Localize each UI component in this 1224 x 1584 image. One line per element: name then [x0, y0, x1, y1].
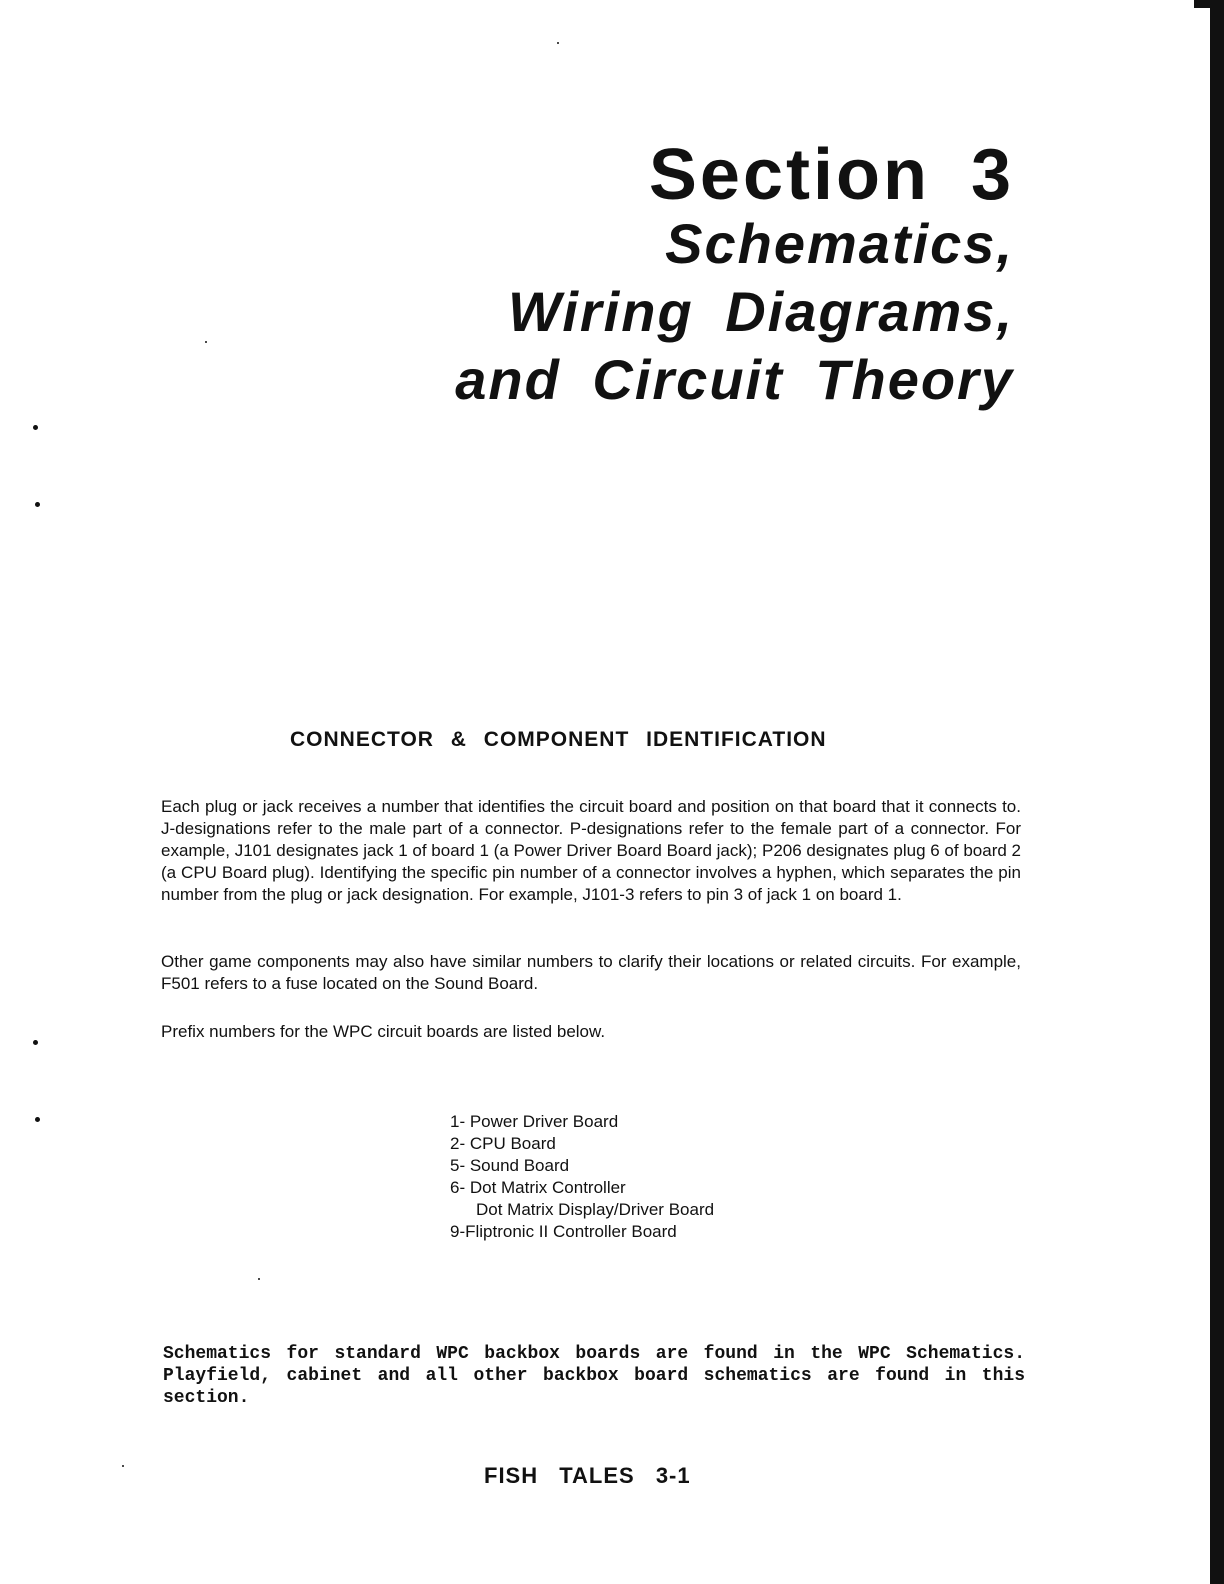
scan-speck: [35, 502, 40, 507]
scan-speck: [33, 1040, 38, 1045]
board-prefix-item: 2- CPU Board: [450, 1134, 556, 1153]
page-footer: FISH TALES 3-1: [484, 1463, 691, 1488]
scan-edge-right: [1210, 0, 1224, 1584]
board-prefix-list: [450, 1111, 714, 1243]
connector-paragraph-2: Other game components may also have similar numbers to clarify their locations or related circuits. For example, F501 refers to a fuse located on the Sound Board.: [161, 952, 1021, 993]
title-line-3: and Circuit Theory: [455, 348, 1014, 411]
scan-speck: [557, 42, 559, 44]
scan-speck: [205, 341, 207, 343]
connector-paragraph-3: Prefix numbers for the WPC circuit boards are listed below.: [161, 1022, 606, 1041]
board-prefix-item: 1- Power Driver Board: [450, 1112, 619, 1131]
board-prefix-item: 5- Sound Board: [450, 1156, 570, 1175]
scan-edge-top: [1194, 0, 1224, 8]
section-heading: Section 3: [648, 135, 1014, 215]
scan-speck: [122, 1465, 124, 1467]
board-prefix-item: 6- Dot Matrix Controller: [450, 1178, 626, 1197]
closing-note: Schematics for standard WPC backbox boards are found in the WPC Schematics. Playfield, cabinet and all other backbox board schematics are found in this section.: [163, 1344, 1025, 1408]
connector-paragraph-1: Each plug or jack receives a number that identifies the circuit board and position on that board that it connects to. J-designations refer to the male part of a connector. P-designations refer to the female part of a connector. For example, J101 designates jack 1 of board 1 (a Power Driver Board Board jack); P206 designates plug 6 of board 2 (a CPU Board plug). Identifying the specific pin number of a connector involves a hyphen, which separates the pin number from the plug or jack designation. For example, J101-3 refers to pin 3 of jack 1 on board 1.: [161, 797, 1021, 904]
board-prefix-item: 9-Fliptronic II Controller Board: [450, 1222, 677, 1241]
title-line-1: Schematics,: [665, 212, 1014, 275]
board-prefix-item: Dot Matrix Display/Driver Board: [476, 1200, 715, 1219]
scan-speck: [33, 425, 38, 430]
title-line-2: Wiring Diagrams,: [507, 280, 1014, 343]
scan-speck: [35, 1117, 40, 1122]
scan-speck: [258, 1278, 260, 1280]
connector-section-heading: CONNECTOR & COMPONENT IDENTIFICATION: [290, 728, 827, 751]
